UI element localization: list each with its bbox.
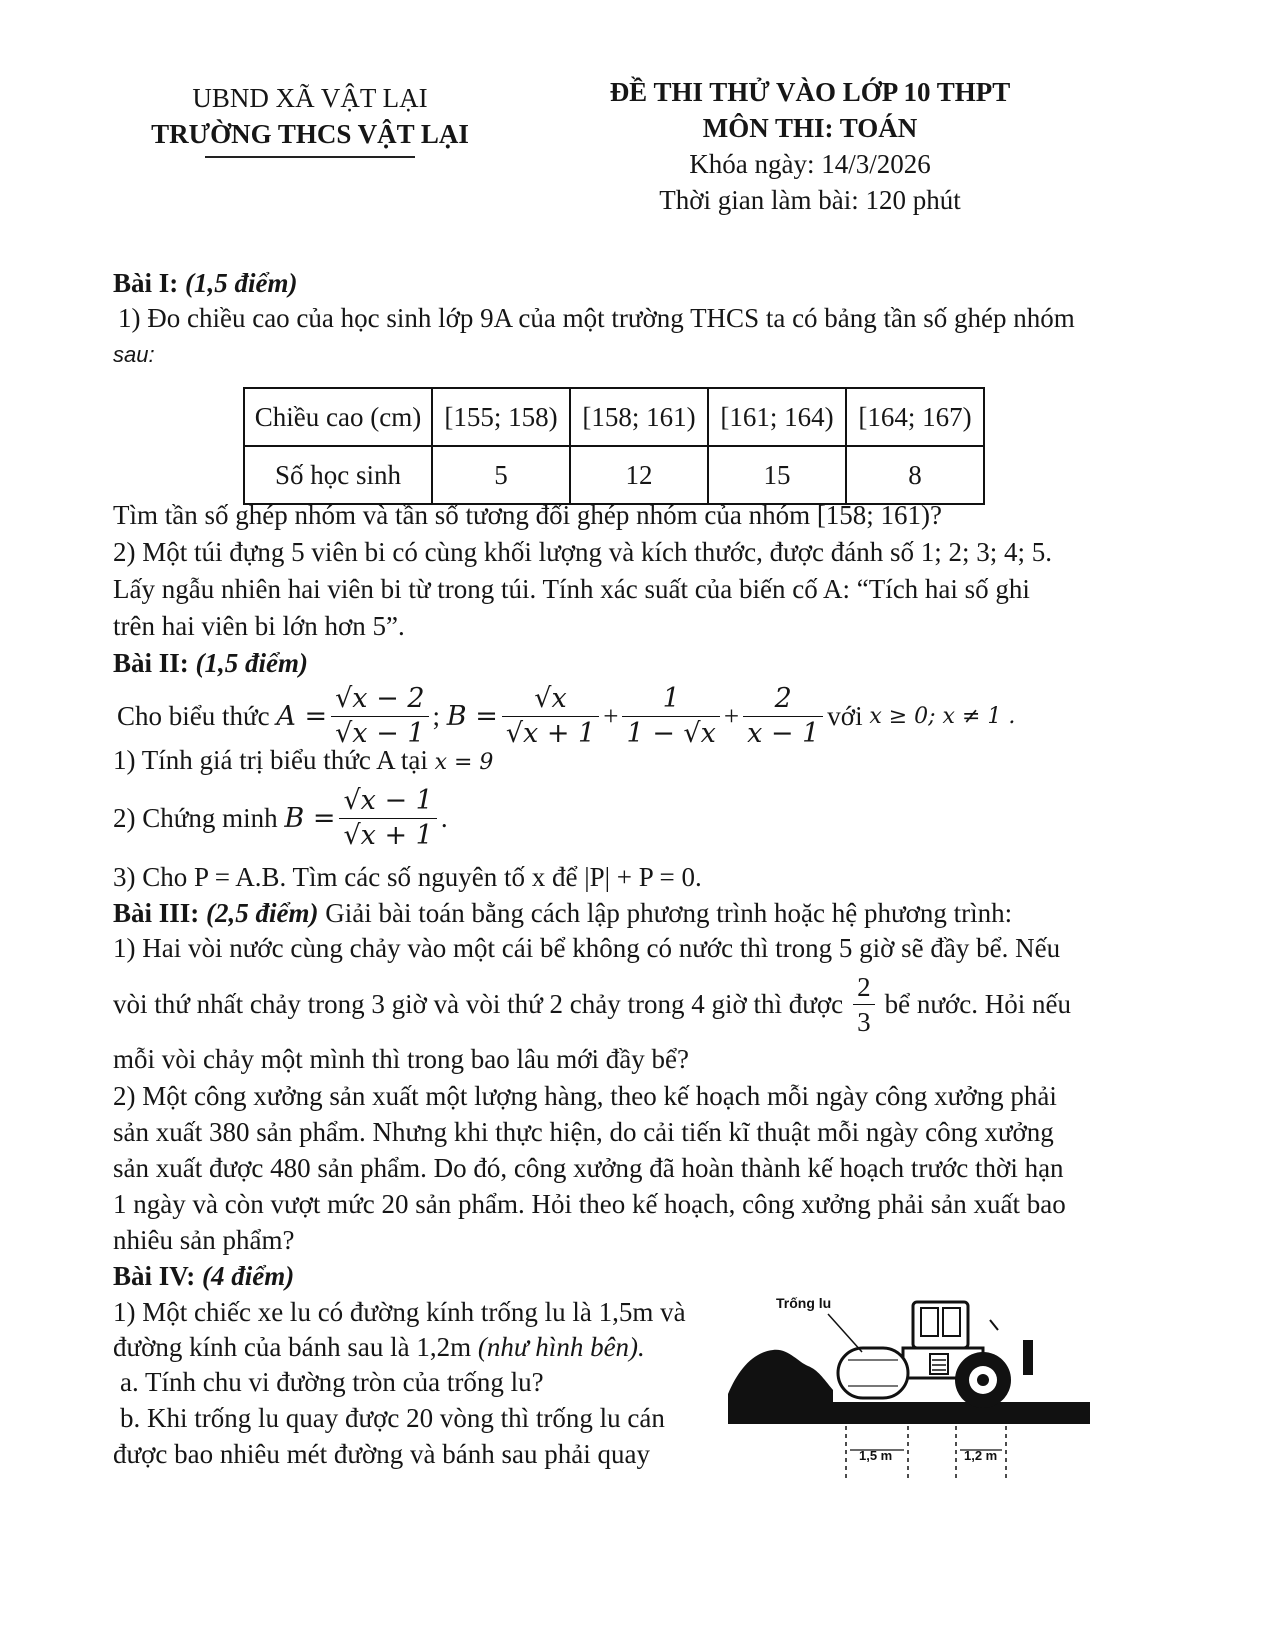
bai4-heading-line <box>113 1261 1163 1292</box>
table-row <box>244 388 984 446</box>
exam-subject: MÔN THI: TOÁN <box>702 113 918 143</box>
bai3-q2-line3: sản xuất được 480 sản phẩm. Do đó, công xưởng đã hoàn thành kế hoạch trước thời hạn <box>113 1153 1064 1183</box>
bai4-qb-line1: b. Khi trống lu quay được 20 vòng thì trống lu cán <box>120 1403 665 1433</box>
figure-label-arrow <box>828 1314 862 1352</box>
bai2-q2-fraction <box>339 784 436 853</box>
bai1-points: (1,5 điểm) <box>185 268 298 298</box>
bai3-q1-line2a: vòi thứ nhất chảy trong 3 giờ và vòi thứ 2 chảy trong 4 giờ thì được <box>113 988 844 1019</box>
bai3-points: (2,5 điểm) <box>206 898 319 928</box>
bai4-points: (4 điểm) <box>202 1261 295 1291</box>
bai1-q1-ask: Tìm tần số ghép nhóm và tần số tương đối ghép nhóm của nhóm [158; 161)? <box>113 500 943 530</box>
bai3-q1-line2b: bể nước. Hỏi nếu <box>884 988 1071 1019</box>
bai2-q2-text: 2) Chứng minh <box>113 802 278 833</box>
bai3-frac-den: 3 <box>857 1006 871 1037</box>
bai3-fraction <box>853 970 875 1039</box>
table-cell: 15 <box>708 446 846 504</box>
expr-a-num: √x − 2 <box>331 682 428 717</box>
exam-title: ĐỀ THI THỬ VÀO LỚP 10 THPT <box>609 77 1011 107</box>
bai1-q2-line1: 2) Một túi đựng 5 viên bi có cùng khối lượng và kích thước, được đánh số 1; 2; 3; 4; 5. <box>113 537 1053 567</box>
table-cell: [164; 167) <box>846 388 984 446</box>
figure-label-drum: Trống lu <box>776 1295 832 1311</box>
bai1-q1-line2: sau: <box>113 342 155 367</box>
bai4-q1-line2a: đường kính của bánh sau là 1,2m <box>113 1332 472 1362</box>
header-school: TRƯỜNG THCS VẬT LẠI <box>151 119 469 149</box>
header-underline <box>205 156 415 158</box>
expr-b-t1-den: √x + 1 <box>505 717 596 749</box>
bai1-heading: Bài I: <box>113 268 179 298</box>
table-cell: [158; 161) <box>570 388 708 446</box>
bai2-q3: 3) Cho P = A.B. Tìm các số nguyên tố x để |P| + P = 0. <box>113 862 702 892</box>
expr-a-fraction <box>331 682 428 751</box>
bai1-q2-line2: Lấy ngẫu nhiên hai viên bi từ trong túi. Tính xác suất của biến cố A: “Tích hai số ghi <box>113 574 1030 604</box>
exam-date: Khóa ngày: 14/3/2026 <box>689 149 931 179</box>
bai3-heading: Bài III: <box>113 898 200 928</box>
bai3-frac-num: 2 <box>853 970 875 1005</box>
cab-window <box>943 1308 960 1336</box>
table-cell: [161; 164) <box>708 388 846 446</box>
figure-dim-drum: 1,5 m <box>859 1448 893 1463</box>
bai2-heading: Bài II: <box>113 648 189 678</box>
bai4-qa: a. Tính chu vi đường tròn của trống lu? <box>120 1367 544 1397</box>
bai3-q2-line2: sản xuất 380 sản phẩm. Nhưng khi thực hiện, do cải tiến kĩ thuật mỗi ngày công xưởng <box>113 1117 1054 1147</box>
figure-dim-wheel: 1,2 m <box>964 1448 998 1463</box>
bai4-q1-line1: 1) Một chiếc xe lu có đường kính trống lu là 1,5m và <box>113 1297 686 1327</box>
bai3-intro: Giải bài toán bằng cách lập phương trình hoặc hệ phương trình: <box>325 898 1013 928</box>
bai3-q2-line1: 2) Một công xưởng sản xuất một lượng hàng, theo kế hoạch mỗi ngày công xưởng phải <box>113 1081 1057 1111</box>
bai3-q1-line3: mỗi vòi chảy một mình thì trong bao lâu mới đầy bể? <box>113 1044 689 1074</box>
expr-b-t3-num: 2 <box>743 682 823 717</box>
bai3-q2-line5: nhiêu sản phẩm? <box>113 1225 295 1255</box>
expr-a-den: √x − 1 <box>335 717 425 749</box>
bai2-intro: Cho biểu thức <box>117 700 270 731</box>
bai2-expression-line <box>117 676 1167 756</box>
table-cell: 12 <box>570 446 708 504</box>
header-left <box>140 80 480 158</box>
bai2-q1-text: 1) Tính giá trị biểu thức A tại <box>113 745 428 775</box>
frequency-table <box>243 387 985 505</box>
bai4-q1-line2b: (như hình bên). <box>477 1332 645 1362</box>
expr-b-t2-num: 1 <box>622 682 719 717</box>
exam-duration: Thời gian làm bài: 120 phút <box>659 185 961 215</box>
expr-b-term1 <box>502 682 599 751</box>
expr-a-lhs: A = <box>276 700 328 732</box>
bai2-points: (1,5 điểm) <box>195 648 309 678</box>
header-authority: UBND XÃ VẬT LẠI <box>192 83 428 113</box>
table-cell: Số học sinh <box>244 446 432 504</box>
road-surface <box>728 1402 1090 1424</box>
expr-b-t3-den: x − 1 <box>747 717 820 749</box>
bai2-q1-math: x = 9 <box>434 750 494 775</box>
table-cell: 5 <box>432 446 570 504</box>
plus-sign: + <box>723 700 740 731</box>
bai2-heading-line <box>113 648 1163 679</box>
bai3-q1-line2 <box>113 968 1163 1040</box>
bai2-q1 <box>113 745 1163 776</box>
expr-b-t1-num: √x <box>502 682 599 717</box>
bai2-q2 <box>113 778 1163 858</box>
table-cell: 8 <box>846 446 984 504</box>
rear-plate <box>1023 1340 1033 1375</box>
expr-b-term3 <box>743 682 823 751</box>
bai2-q2-end: . <box>440 802 448 833</box>
header-right <box>560 74 1060 218</box>
bai1-heading-line <box>113 268 1163 299</box>
bai2-q2-den: √x + 1 <box>343 819 433 851</box>
expr-sep: ; <box>432 700 441 731</box>
road-roller-figure <box>728 1290 1090 1490</box>
expr-b-t2-den: 1 − √x <box>626 717 716 749</box>
bai1-q1-line1: 1) Đo chiều cao của học sinh lớp 9A của một trường THCS ta có bảng tần số ghép nhóm <box>118 303 1075 333</box>
table-row <box>244 446 984 504</box>
cab-window <box>921 1308 938 1336</box>
roller-grille <box>930 1354 948 1374</box>
bai3-q2-line4: 1 ngày và còn vượt mức 20 sản phẩm. Hỏi theo kế hoạch, công xưởng phải sản xuất bao <box>113 1189 1066 1219</box>
table-cell: Chiều cao (cm) <box>244 388 432 446</box>
condition-math: x ≥ 0; x ≠ 1 . <box>869 703 1016 729</box>
bai2-q2-num: √x − 1 <box>339 784 436 819</box>
bai4-qb-line2: được bao nhiêu mét đường và bánh sau phải quay <box>113 1439 650 1469</box>
plus-sign: + <box>603 700 619 731</box>
bai3-q1-line1: 1) Hai vòi nước cùng chảy vào một cái bể không có nước thì trong 5 giờ sẽ đầy bể. Nếu <box>113 933 1061 963</box>
condition-word: với <box>827 700 863 731</box>
bai2-q2-lhs: B = <box>284 802 336 834</box>
bai3-heading-line <box>113 898 1163 929</box>
table-cell: [155; 158) <box>432 388 570 446</box>
bai1-q2-line3: trên hai viên bi lớn hơn 5”. <box>113 611 405 641</box>
roller-drum <box>838 1348 908 1398</box>
expr-b-lhs: B = <box>446 700 498 732</box>
expr-b-term2 <box>622 682 719 751</box>
bai4-heading: Bài IV: <box>113 1261 196 1291</box>
